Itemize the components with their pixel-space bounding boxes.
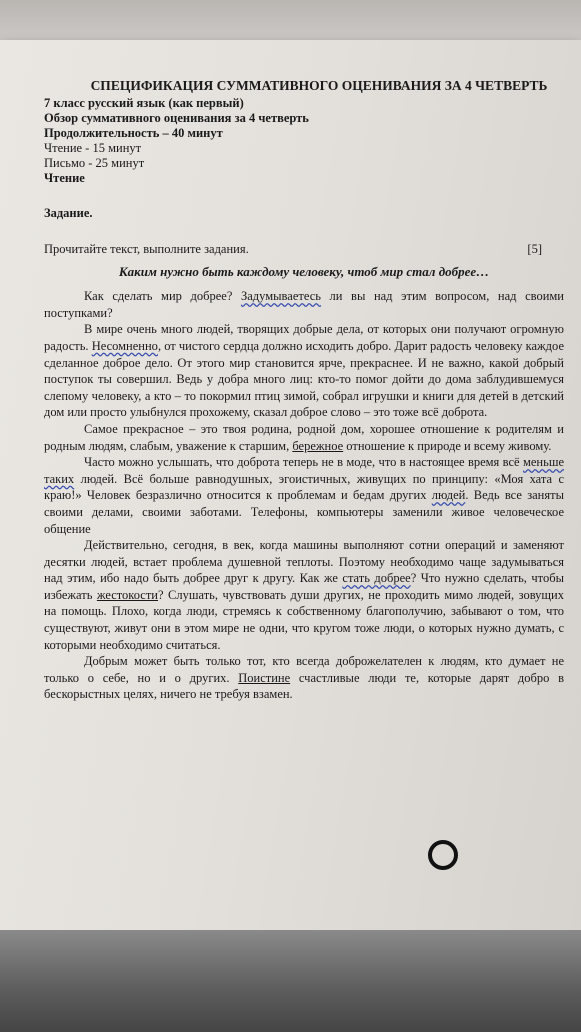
paragraph-5 [44,537,564,653]
underlined-word: Поистине [238,670,291,685]
text-title: Каким нужно быть каждому человеку, чтоб мир стал добрее… [118,263,490,279]
grade-subject: 7 класс русский язык (как первый) [44,96,244,110]
spacer [44,186,564,206]
spellcheck-word: Несомненно [91,338,158,353]
underlined-word: бережное [292,438,344,453]
spellcheck-word: стать добрее [342,571,411,586]
text-run: ? Слушать, чувствовать души других, не проходить мимо людей, зовущих на помощь. Плохо, когда люди, стремясь к собственному благополучию, забывают о том, что существуют, живут они в этом мире не одни, что кругом тоже люди, о которых нужно думать, с которыми необходимо считаться. [44,587,564,652]
text-run: ли вы над этим вопросом, над своими поступками? [44,289,565,320]
task-label: Задание. [44,206,93,220]
background-surface-bottom [0,930,581,1032]
paragraph-2 [44,321,564,421]
document-content [44,78,564,703]
spellcheck-word: людей [431,488,466,503]
spellcheck-word: меньше таких [44,455,564,486]
task-instruction-row [44,241,564,258]
paragraph-4 [44,454,564,537]
duration: Продолжительность – 40 минут [44,126,223,140]
paragraph-1 [44,288,564,321]
text-run: Действительно, сегодня, в век, когда машины выполняют сотни операций и заменяют десятки людей, встает проблема душевной теплоты. Поэтому необходимо чаще задумываться над этим, ибо надо быть добрее друг к другу. Как же [44,538,564,586]
section-label: Чтение [44,171,85,185]
cursor-ring-icon [428,840,458,870]
spellcheck-word: Задумываетесь [240,289,321,304]
spacer [44,221,564,241]
text-run: . Ведь все заняты своими делами, своими заботами. Телефоны, компьютеры заменили живое человеческое общение [44,488,564,536]
text-run: , от чистого сердца должно исходить добро. Дарит радость человеку каждое сделанное доброе дело. От этого мир становится ярче, прекраснее. И не важно, какой добрый поступок ты совершил. Ведь у добра много лиц: кто-то помог дойти до дома заблудившемуся слепому человеку, а кто – то покормил птиц зимой, собрал игрушки и книги для детей в детский дом или просто улыбнулся прохожему, сказал доброе слово – это тоже всё доброта. [44,338,564,420]
text-run: Часто можно услышать, что доброта теперь не в моде, что в настоящее время всё [84,455,523,470]
text-run: Добрым может быть только тот, кто всегда доброжелателен к людям, кто думает не только о себе, но и о других. [44,654,564,685]
text-run: Как сделать мир добрее? [84,289,241,304]
task-instruction: Прочитайте текст, выполните задания. [44,242,249,256]
reading-time: Чтение - 15 минут [44,141,142,155]
paragraph-3 [44,421,564,454]
text-run: ? Что нужно сделать, чтобы избежать [44,571,564,602]
text-run: счастливые люди те, которые дарят добро в бескорыстных целях, ничего не требуя взамен. [44,670,564,702]
text-run: людей. Всё больше равнодушных, эгоистичных, живущих по принципу: «Моя хата с краю!» Человек безразлично относится к проблемам и бедам других [44,471,564,503]
writing-time: Письмо - 25 минут [44,156,145,170]
paragraph-6 [44,653,564,703]
text-run: В мире очень много людей, творящих добрые дела, от которых они получают огромную радость. [44,322,564,353]
overview: Обзор суммативного оценивания за 4 четверть [44,111,309,125]
text-run: Самое прекрасное – это твоя родина, родной дом, хорошее отношение к родителям и родным людям, слабым, уважение к старшим, [44,421,564,453]
text-run: отношение к природе и всему живому. [343,438,552,453]
page-title: СПЕЦИФИКАЦИЯ СУММАТИВНОГО ОЦЕНИВАНИЯ ЗА 4 ЧЕТВЕРТЬ [90,78,548,93]
underlined-word: жестокости [96,587,159,602]
score-badge: [5] [527,242,542,256]
